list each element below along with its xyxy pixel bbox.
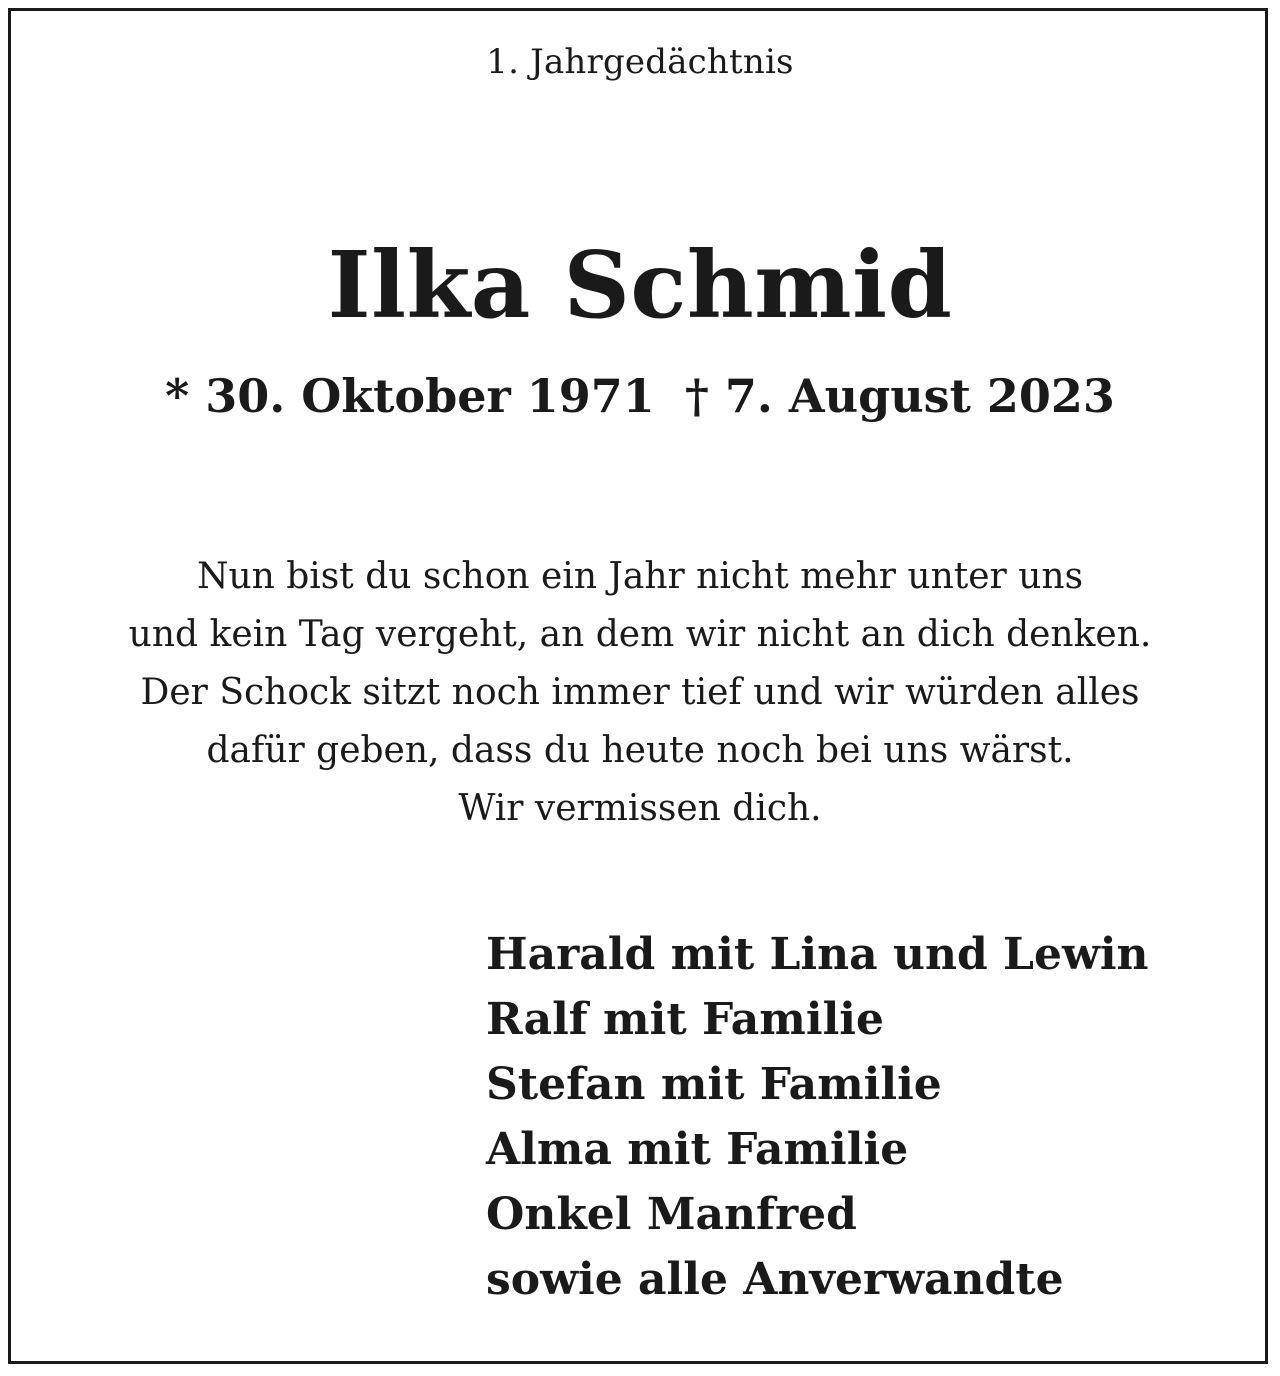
- deceased-name: Ilka Schmid: [327, 231, 953, 339]
- mourner-entry: Alma mit Familie: [486, 1124, 909, 1175]
- mourner-entry: Onkel Manfred: [486, 1189, 857, 1240]
- memorial-text: [0, 548, 1280, 838]
- anniversary-heading: 1. Jahrgedächtnis: [486, 42, 794, 82]
- mourner-entry: Stefan mit Familie: [486, 1059, 942, 1110]
- memorial-text-line: Wir vermissen dich.: [458, 788, 822, 829]
- birth-date: * 30. Oktober 1971: [165, 369, 655, 423]
- mourner-entry: sowie alle Anverwandte: [486, 1254, 1064, 1305]
- memorial-text-line: Nun bist du schon ein Jahr nicht mehr unter uns: [196, 556, 1084, 597]
- memorial-text-line: und kein Tag vergeht, an dem wir nicht an dich denken.: [128, 614, 1152, 655]
- death-date: † 7. August 2023: [684, 369, 1115, 423]
- mourner-entry: Ralf mit Familie: [486, 994, 884, 1045]
- mourner-entry: Harald mit Lina und Lewin: [486, 929, 1149, 980]
- memorial-text-line: Der Schock sitzt noch immer tief und wir würden alles: [140, 672, 1140, 713]
- mourners-list: [486, 922, 1149, 1312]
- life-dates: [0, 365, 1280, 427]
- memorial-text-line: dafür geben, dass du heute noch bei uns wärst.: [206, 730, 1074, 771]
